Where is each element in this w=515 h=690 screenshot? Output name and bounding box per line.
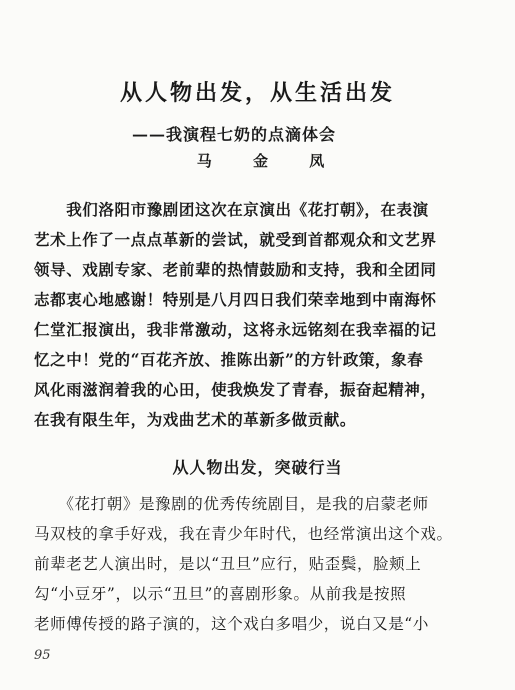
text-line: 前辈老艺人演出时，是以“丑旦”应行，贴歪鬓，脸颊上: [34, 555, 422, 573]
article-subtitle: ——我演程七奶的点滴体会: [132, 125, 337, 144]
text-line: 艺术上作了一点点革新的尝试，就受到首都观众和文艺界: [34, 230, 437, 249]
text-line: 志都衷心地感谢！特别是八月四日我们荣幸地到中南海怀: [34, 290, 437, 309]
text-line: 勾“小豆牙”，以示“丑旦”的喜剧形象。从前我是按照: [34, 585, 407, 603]
text-line: 仁堂汇报演出，我非常激动，这将永远铭刻在我幸福的记: [34, 320, 437, 339]
article-title: 从人物出发，从生活出发: [119, 80, 395, 106]
text-line: 《花打朝》是豫剧的优秀传统剧目，是我的启蒙老师: [34, 495, 429, 513]
section-heading: 从人物出发，突破行当: [172, 458, 343, 477]
text-line: 老师傅传授的路子演的，这个戏白多唱少，说白又是“小: [34, 615, 429, 633]
text-line: 马双枝的拿手好戏，我在青少年时代，也经常演出这个戏。: [34, 525, 453, 543]
page-number: 95: [34, 648, 51, 663]
text-line: 领导、戏剧专家、老前辈的热情鼓励和支持，我和全团同: [34, 260, 437, 279]
text-line: 我们洛阳市豫剧团这次在京演出《花打朝》，在表演: [34, 200, 429, 219]
text-line: 忆之中！党的“百花齐放、推陈出新”的方针政策，象春: [34, 350, 424, 369]
text-line: 在我有限生年，为戏曲艺术的革新多做贡献。: [34, 410, 357, 429]
text-line: 风化雨滋润着我的心田，使我焕发了青春，振奋起精神，: [34, 380, 437, 399]
article-author: 马 金 凤: [196, 152, 343, 170]
